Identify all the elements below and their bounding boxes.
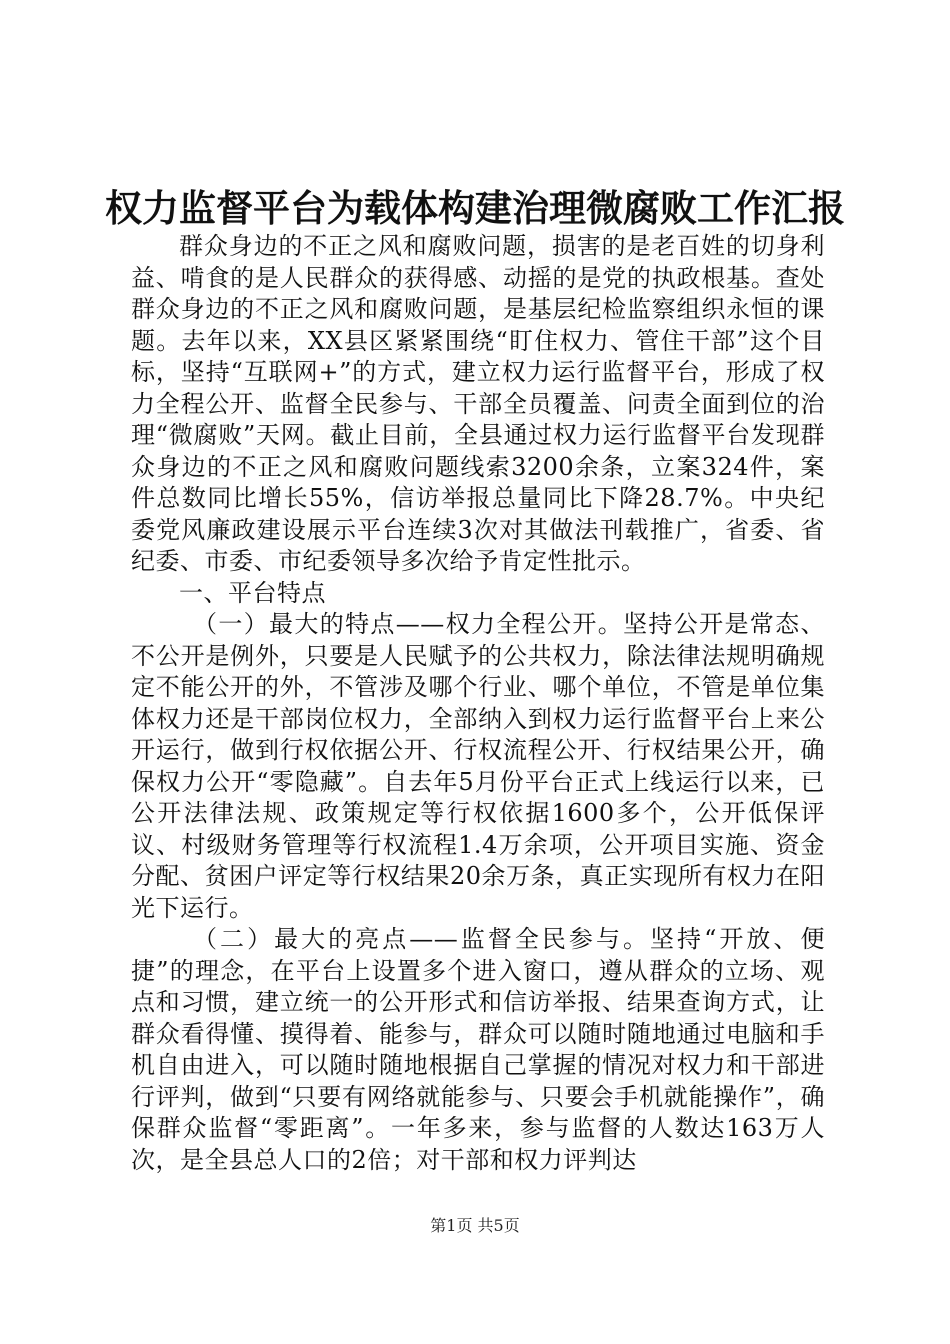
feature-paragraph-1: （一）最大的特点——权力全程公开。坚持公开是常态、不公开是例外，只要是人民赋予的公共权力，除法律法规明确规定不能公开的外，不管涉及哪个行业、哪个单位，不管是单位集体权力还是干部岗位权力，全部纳入到权力运行监督平台上来公开运行，做到行权依据公开、行权流程公开、行权结果公开，确保权力公开“零隐藏”。自去年5月份平台正式上线运行以来，已公开法律法规、政策规定等行权依据1600多个，公开低保评议、村级财务管理等行权流程1.4万余项，公开项目实施、资金分配、贫困户评定等行权结果20余万条，真正实现所有权力在阳光下运行。 <box>131 610 825 922</box>
feature-paragraph-2: （二）最大的亮点——监督全民参与。坚持“开放、便捷”的理念，在平台上设置多个进入窗口，遵从群众的立场、观点和习惯，建立统一的公开形式和信访举报、结果查询方式，让群众看得懂、摸得着、能参与，群众可以随时随地通过电脑和手机自由进入，可以随时随地根据自己掌握的情况对权力和干部进行评判，做到“只要有网络就能参与、只要会手机就能操作”，确保群众监督“零距离”。一年多来，参与监督的人数达163万人次，是全县总人口的2倍；对干部和权力评判达 <box>131 925 825 1174</box>
page-number-footer: 第1页 共5页 <box>430 1216 520 1235</box>
intro-paragraph: 群众身边的不正之风和腐败问题，损害的是老百姓的切身利益、啃食的是人民群众的获得感、动摇的是党的执政根基。查处群众身边的不正之风和腐败问题，是基层纪检监察组织永恒的课题。去年以来，XX县区紧紧围绕“盯住权力、管住干部”这个目标，坚持“互联网+”的方式，建立权力运行监督平台，形成了权力全程公开、监督全民参与、干部全员覆盖、问责全面到位的治理“微腐败”天网。截止目前，全县通过权力运行监督平台发现群众身边的不正之风和腐败问题线索3200余条，立案324件，案件总数同比增长55%，信访举报总量同比下降28.7%。中央纪委党风廉政建设展示平台连续3次对其做法刊载推广，省委、省纪委、市委、市纪委领导多次给予肯定性批示。 <box>131 232 825 575</box>
document-title: 权力监督平台为载体构建治理微腐败工作汇报 <box>105 187 845 230</box>
section-heading: 一、平台特点 <box>179 578 326 607</box>
document-body <box>131 231 825 1176</box>
